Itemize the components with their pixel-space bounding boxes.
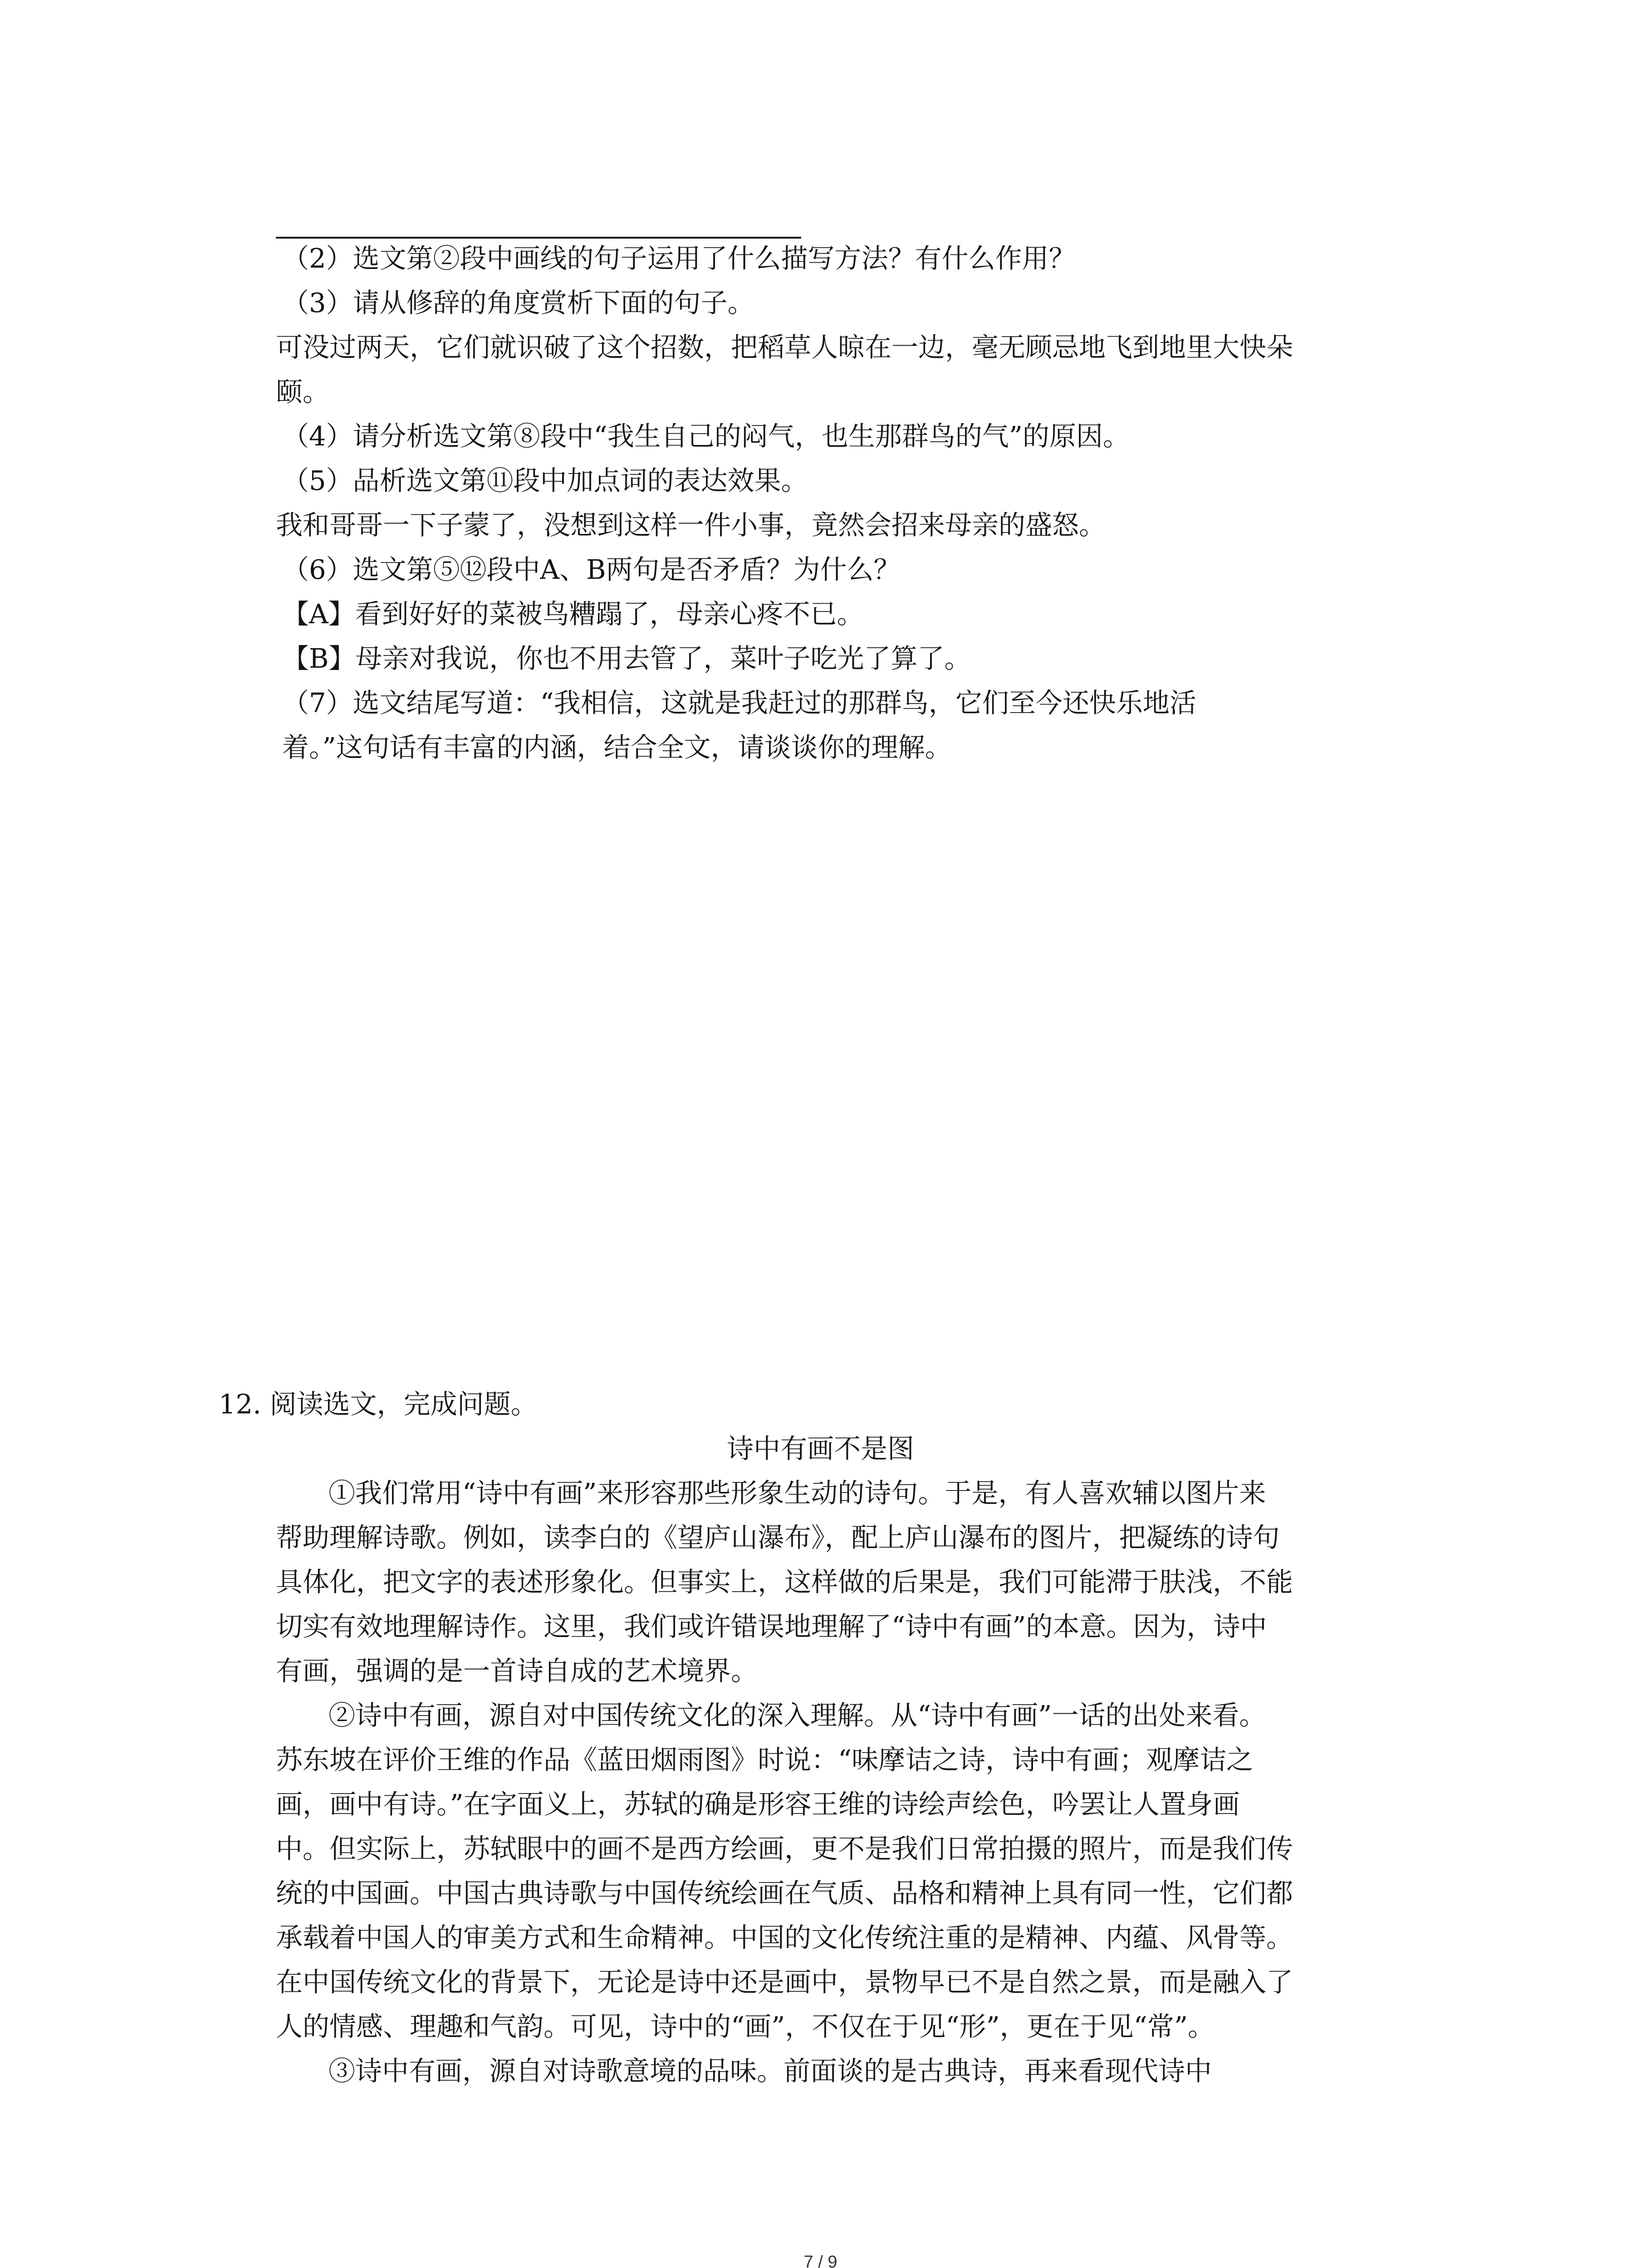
question-11-2: （2）选文第②段中画线的句子运用了什么描写方法？有什么作用？ <box>282 243 1076 274</box>
article-line: 中。但实际上，苏轼眼中的画不是西方绘画，更不是我们日常拍摄的照片，而是我们传 <box>276 1833 1293 1864</box>
page-number: 7 / 9 <box>803 2253 838 2268</box>
article-line: 承载着中国人的审美方式和生命精神。中国的文化传统注重的是精神、内蕴、风骨等。 <box>276 1922 1293 1953</box>
article-line: 苏东坡在评价王维的作品《蓝田烟雨图》时说：“味摩诘之诗，诗中有画；观摩诘之 <box>276 1744 1254 1775</box>
question-11-6-sentence-b: 【B】母亲对我说，你也不用去管了，菜叶子吃光了算了。 <box>282 643 971 674</box>
question-12-heading: 12. 阅读选文，完成问题。 <box>219 1388 538 1420</box>
question-11-5: （5）品析选文第⑪段中加点词的表达效果。 <box>282 465 808 496</box>
article-title: 诗中有画不是图 <box>726 1433 914 1464</box>
article-line: 人的情感、理趣和气韵。可见，诗中的“画”，不仅在于见“形”，更在于见“常”。 <box>276 2011 1215 2042</box>
top-divider-rule <box>276 237 801 239</box>
article-line: 在中国传统文化的背景下，无论是诗中还是画中，景物早已不是自然之景，而是融入了 <box>276 1966 1293 1998</box>
question-11-7-line-2: 着。”这句话有丰富的内涵，结合全文，请谈谈你的理解。 <box>282 732 952 763</box>
article-line: 画，画中有诗。”在字面义上，苏轼的确是形容王维的诗绘声绘色，吟罢让人置身画 <box>276 1789 1240 1820</box>
article-line: 具体化，把文字的表述形象化。但事实上，这样做的后果是，我们可能滞于肤浅，不能 <box>276 1566 1293 1598</box>
article-line: 切实有效地理解诗作。这里，我们或许错误地理解了“诗中有画”的本意。因为，诗中 <box>276 1611 1267 1642</box>
article-line: ③诗中有画，源自对诗歌意境的品味。前面谈的是古典诗，再来看现代诗中 <box>328 2055 1212 2087</box>
question-11-3-sentence-line-2: 颐。 <box>276 376 330 407</box>
question-11-6-sentence-a: 【A】看到好好的菜被鸟糟蹋了，母亲心疼不已。 <box>282 598 864 630</box>
article-line: 统的中国画。中国古典诗歌与中国传统绘画在气质、品格和精神上具有同一性，它们都 <box>276 1877 1293 1909</box>
question-11-5-sentence: 我和哥哥一下子蒙了，没想到这样一件小事，竟然会招来母亲的盛怒。 <box>276 509 1106 541</box>
question-11-4: （4）请分析选文第⑧段中“我生自己的闷气，也生那群鸟的气”的原因。 <box>282 420 1130 452</box>
article-line: 有画，强调的是一首诗自成的艺术境界。 <box>276 1655 758 1686</box>
question-11-6: （6）选文第⑤⑫段中A、B两句是否矛盾？为什么？ <box>282 554 901 585</box>
article-line: ②诗中有画，源自对中国传统文化的深入理解。从“诗中有画”一话的出处来看。 <box>328 1700 1266 1731</box>
question-11-7-line-1: （7）选文结尾写道：“我相信，这就是我赶过的那群鸟，它们至今还快乐地活 <box>282 687 1196 719</box>
question-11-3-sentence-line-1: 可没过两天，它们就识破了这个招数，把稻草人晾在一边，毫无顾忌地飞到地里大快朵 <box>276 332 1293 363</box>
question-11-3: （3）请从修辞的角度赏析下面的句子。 <box>282 287 754 318</box>
article-line: 帮助理解诗歌。例如，读李白的《望庐山瀑布》，配上庐山瀑布的图片，把凝练的诗句 <box>276 1522 1280 1553</box>
article-line: ①我们常用“诗中有画”来形容那些形象生动的诗句。于是，有人喜欢辅以图片来 <box>328 1477 1266 1509</box>
